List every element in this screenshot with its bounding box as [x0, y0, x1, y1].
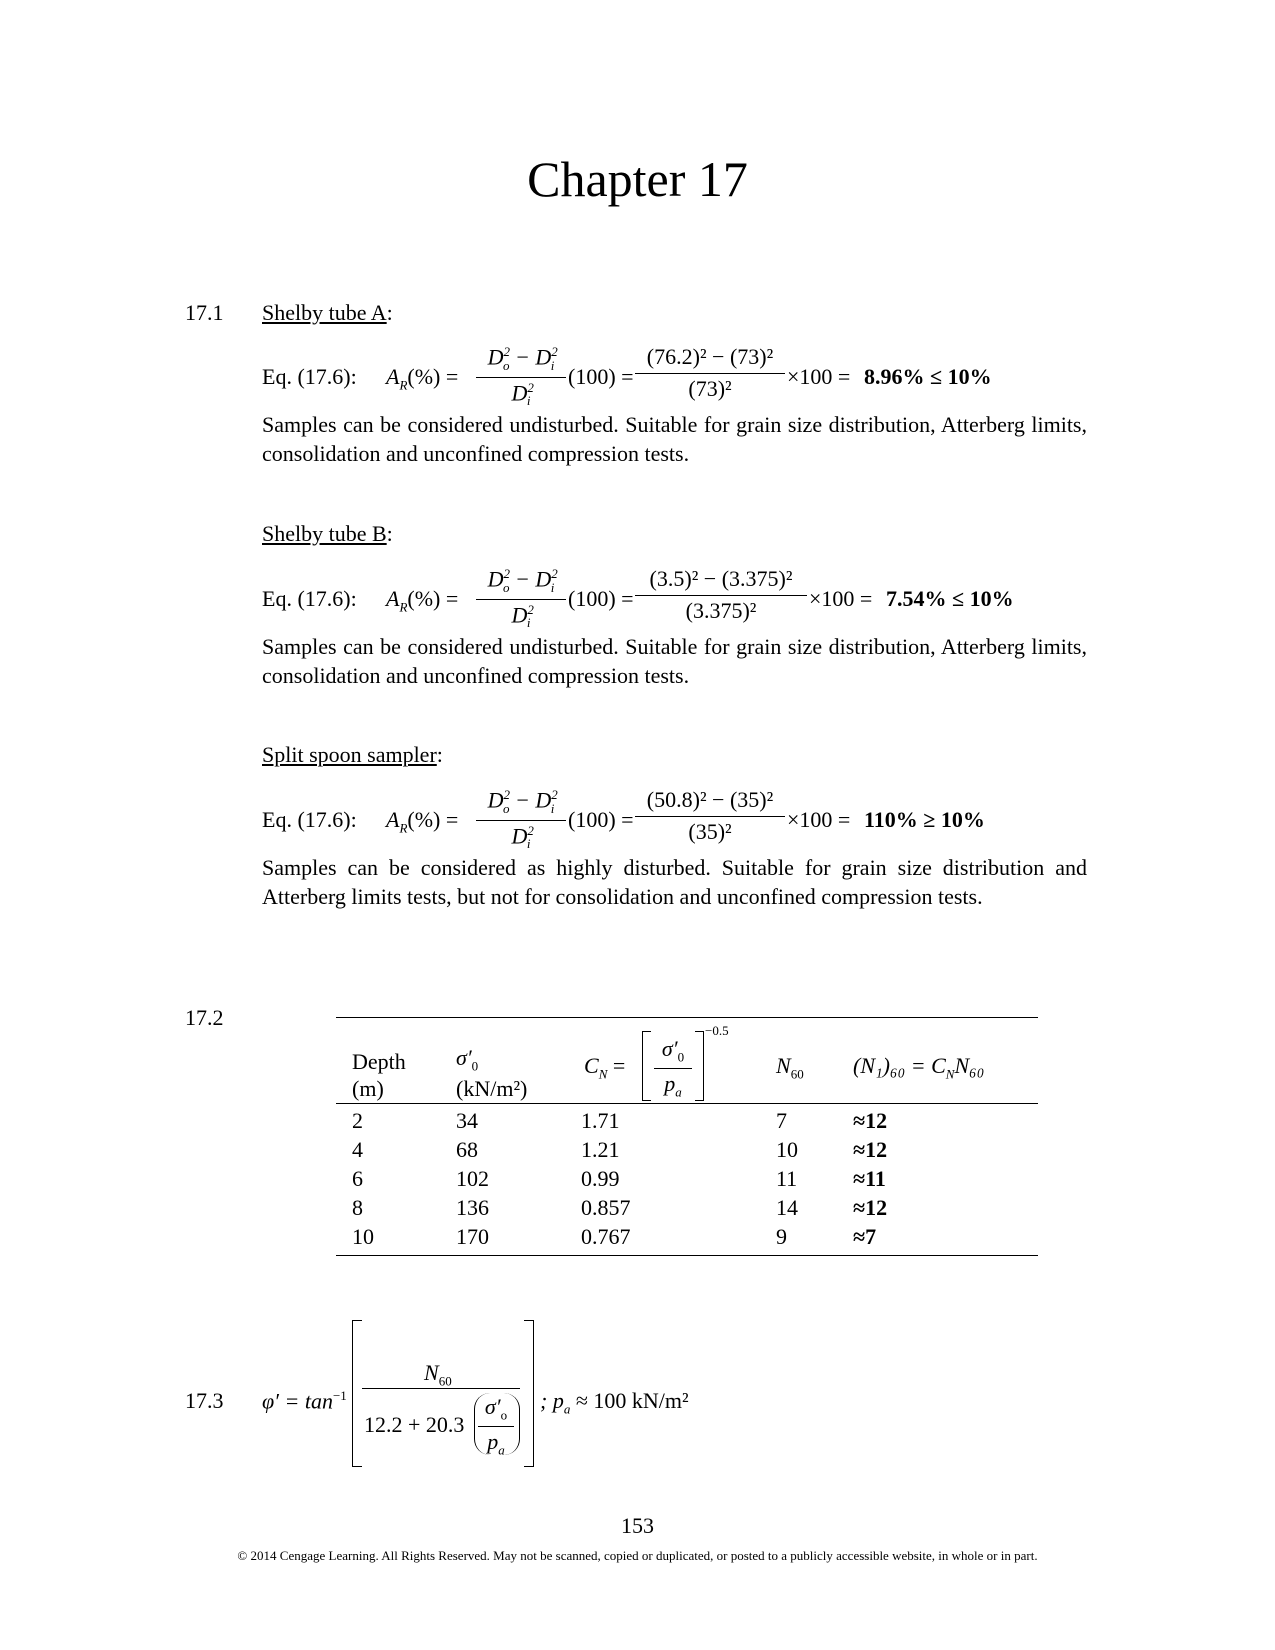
heading-shelby-b: Shelby tube B: [262, 521, 393, 546]
cell-n60: 9 [776, 1224, 787, 1249]
cell-depth: 6 [352, 1166, 363, 1191]
cell-n60: 10 [776, 1137, 798, 1162]
result-tube-a: 8.96% ≤ 10% [864, 364, 992, 389]
cell-sigma: 68 [456, 1137, 478, 1162]
cell-depth: 10 [352, 1224, 374, 1249]
eq-lhs: $A_R(\%)$ = [386, 364, 459, 393]
cn-fraction: $\frac{\sigma'_0}{p_a}$ [654, 1036, 692, 1101]
phi-numerator: $N_{60}$ [424, 1360, 452, 1389]
problem-number-17-3: 17.3 [185, 1388, 224, 1413]
cell-n160: ≈12 [853, 1137, 888, 1162]
table-top-rule [336, 1017, 1038, 1018]
pa-note: ; $p_a \approx 100$ kN/m² [540, 1388, 689, 1417]
cn-left-bracket [642, 1031, 651, 1101]
note-split-spoon: Samples can be considered as highly disturbed. Suitable for grain size distribution and Atterberg limits tests, but not for consolidation and unconfined compression tests. [262, 855, 1087, 909]
fraction-values: $\frac{\text{(76.2)² − (73)²}}{\text{(73)²}}$ [635, 344, 785, 402]
note-tube-b: Samples can be considered undisturbed. Suitable for grain size distribution, Atterberg limits, consolidation and unconfined compression tests. [262, 634, 1087, 688]
cell-sigma: 34 [456, 1108, 478, 1133]
equation-split-spoon: Eq. (17.6): $A_R(\%)$ = $\frac{D^2_o - D^2_i}{D^2_i}$ (100) = $\frac{\text{(50.8)² − (35)²}}{\text{(35)²}}$ ×100 = 110% ≥ 10% [262, 787, 985, 852]
cell-cn: 0.767 [581, 1224, 631, 1249]
phi-lhs: $\varphi' = \tan^{-1}$ [262, 1388, 347, 1414]
note-tube-a: Samples can be considered undisturbed. Suitable for grain size distribution, Atterberg limits, consolidation and unconfined compression tests. [262, 412, 1087, 466]
problem-number-17-2: 17.2 [185, 1005, 224, 1030]
cell-n160: ≈12 [853, 1108, 888, 1133]
eq-label: Eq. (17.6): [262, 364, 357, 389]
equation-tube-a: Eq. (17.6): $A_R(\%)$ = $\frac{D^2_o - D^2_i}{D^2_i}$ (100) = $\frac{\text{(76.2)² − (73)²}}{\text{(73)²}}$ ×100 = 8.96% ≤ 10% [262, 344, 992, 409]
heading-split-spoon: Split spoon sampler: [262, 742, 443, 767]
cell-sigma: 102 [456, 1166, 489, 1191]
cell-n160: ≈12 [853, 1195, 888, 1220]
phi-fraction-bar [362, 1388, 520, 1389]
result-split-spoon: 110% ≥ 10% [864, 807, 985, 832]
cell-n160: ≈11 [853, 1166, 886, 1191]
header-sigma: $\sigma'_0$ [456, 1045, 479, 1074]
header-n160: $(N_1)_{60} = C_NN_{60}$ [853, 1053, 985, 1082]
phi-denominator-const: 12.2 + 20.3 [364, 1412, 465, 1437]
cell-depth: 4 [352, 1137, 363, 1162]
cell-n60: 7 [776, 1108, 787, 1133]
header-depth-unit: (m) [352, 1076, 384, 1101]
phi-left-bracket [352, 1320, 362, 1467]
inner-fraction: $\frac{\sigma'_o}{p_a}$ [478, 1394, 514, 1459]
header-cn: $C_N$ = [584, 1053, 626, 1082]
heading-shelby-a: Shelby tube A: [262, 300, 393, 325]
result-tube-b: 7.54% ≤ 10% [886, 586, 1014, 611]
cell-sigma: 136 [456, 1195, 489, 1220]
cell-depth: 2 [352, 1108, 363, 1133]
cn-exponent: −0.5 [705, 1023, 729, 1038]
phi-right-bracket [524, 1320, 534, 1467]
copyright-footer: © 2014 Cengage Learning. All Rights Reserved. May not be scanned, copied or duplicated, or posted to a publicly accessible website, in whole or in part. [237, 1548, 1038, 1563]
header-n60: $N_{60}$ [776, 1053, 804, 1082]
cell-n60: 11 [776, 1166, 798, 1191]
chapter-title: Chapter 17 [527, 151, 748, 207]
cell-cn: 0.99 [581, 1166, 620, 1191]
equation-tube-b: Eq. (17.6): $A_R(\%)$ = $\frac{D^2_o - D^2_i}{D^2_i}$ (100) = $\frac{\text{(3.5)² − (3.375)²}}{\text{(3.375)²}}$ ×100 = 7.54% ≤ 10% [262, 566, 1014, 631]
cell-n60: 14 [776, 1195, 798, 1220]
fraction-area-ratio: $\frac{D^2_o - D^2_i}{D^2_i}$ [476, 344, 566, 409]
cn-right-bracket [695, 1031, 704, 1101]
problem-number-17-1: 17.1 [185, 300, 224, 325]
table-header-rule [336, 1103, 1038, 1104]
cell-n160: ≈7 [853, 1224, 877, 1249]
cell-depth: 8 [352, 1195, 363, 1220]
page-number: 153 [621, 1513, 654, 1538]
cell-cn: 1.71 [581, 1108, 620, 1133]
header-sigma-unit: (kN/m²) [456, 1076, 528, 1101]
cell-sigma: 170 [456, 1224, 489, 1249]
header-depth: Depth [352, 1049, 406, 1074]
cell-cn: 0.857 [581, 1195, 631, 1220]
cell-cn: 1.21 [581, 1137, 620, 1162]
table-bottom-rule [336, 1255, 1038, 1256]
